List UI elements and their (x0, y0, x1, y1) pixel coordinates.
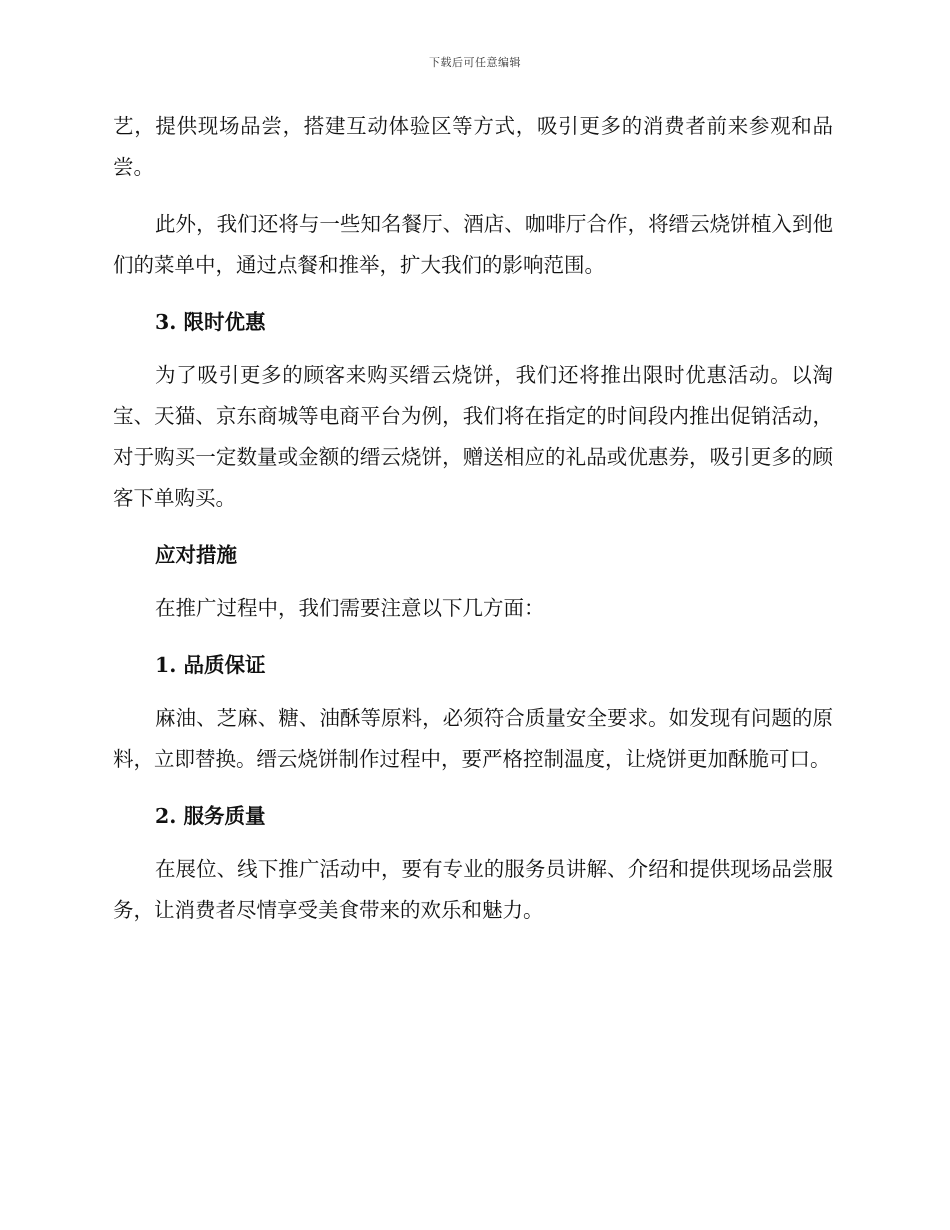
paragraph-quality-assurance: 麻油、芝麻、糖、油酥等原料，必须符合质量安全要求。如发现有问题的原料，立即替换。缙云烧饼制作过程中，要严格控制温度，让烧饼更加酥脆可口。 (113, 706, 833, 771)
paragraph-limited-offer: 为了吸引更多的顾客来购买缙云烧饼，我们还将推出限时优惠活动。以淘宝、天猫、京东商城等电商平台为例，我们将在指定的时间段内推出促销活动，对于购买一定数量或金额的缙云烧饼，赠送相应的礼品或优惠券，吸引更多的顾客下单购买。 (113, 363, 833, 510)
heading-limited-offer: 3. 限时优惠 (155, 310, 266, 334)
heading-service-quality: 2. 服务质量 (155, 804, 266, 828)
document-body (113, 106, 833, 947)
paragraph-countermeasures-intro: 在推广过程中，我们需要注意以下几方面： (155, 596, 545, 620)
page-header: 下载后可任意编辑 (429, 56, 521, 69)
paragraph-continuation: 艺，提供现场品尝，搭建互动体验区等方式，吸引更多的消费者前来参观和品尝。 (113, 114, 833, 179)
heading-quality-assurance: 1. 品质保证 (155, 653, 266, 677)
paragraph-partnership: 此外，我们还将与一些知名餐厅、酒店、咖啡厅合作，将缙云烧饼植入到他们的菜单中，通过点餐和推举，扩大我们的影响范围。 (113, 212, 833, 277)
paragraph-service-quality: 在展位、线下推广活动中，要有专业的服务员讲解、介绍和提供现场品尝服务，让消费者尽情享受美食带来的欢乐和魅力。 (113, 857, 833, 922)
heading-countermeasures: 应对措施 (155, 543, 237, 567)
